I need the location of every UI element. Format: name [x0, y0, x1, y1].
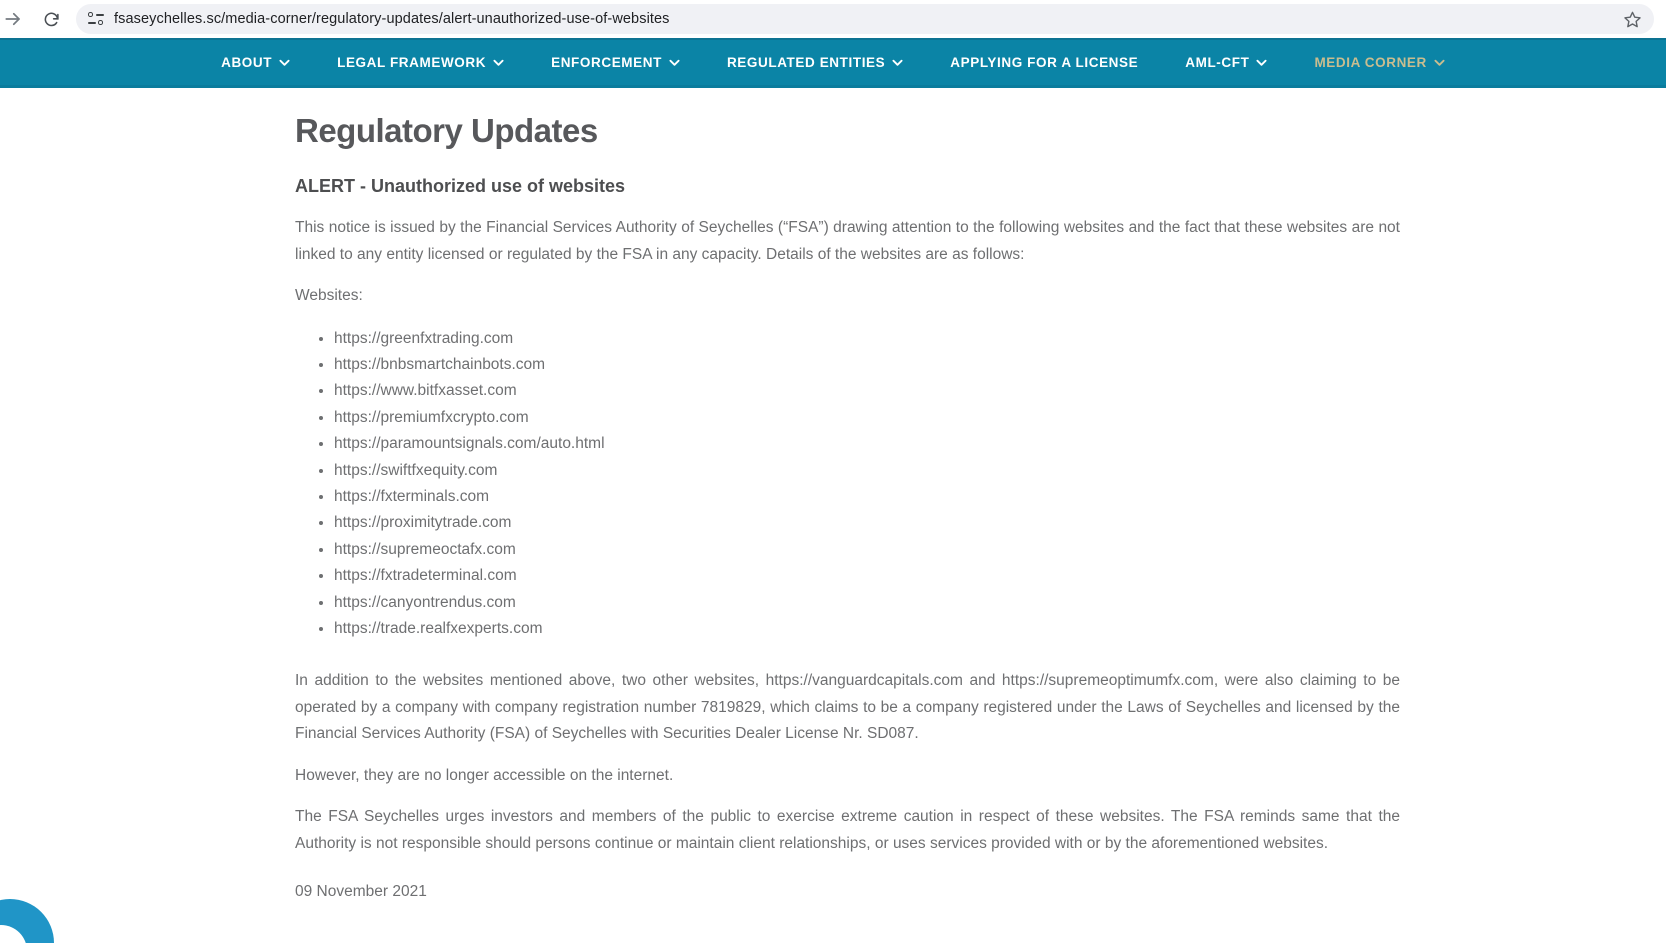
list-item: • https://paramountsignals.com/auto.html: [334, 431, 1400, 457]
websites-label: Websites:: [295, 287, 363, 304]
nav-item-label: AML-CFT: [1185, 55, 1250, 70]
page-content: [0, 88, 1666, 901]
nav-item-label: ABOUT: [221, 55, 273, 70]
nav-item-media-corner[interactable]: [1314, 55, 1444, 70]
nav-item-label: MEDIA CORNER: [1314, 55, 1427, 70]
list-item: • https://www.bitfxasset.com: [334, 378, 1400, 404]
url-text[interactable]: fsaseychelles.sc/media-corner/regulatory-updates/alert-unauthorized-use-of-websites: [114, 11, 670, 27]
nav-item-label: ENFORCEMENT: [551, 55, 662, 70]
chevron-down-icon: [493, 59, 504, 67]
list-item: • https://premiumfxcrypto.com: [334, 405, 1400, 431]
list-item: • https://supremeoctafx.com: [334, 537, 1400, 563]
site-settings-icon[interactable]: [88, 12, 104, 26]
nav-item-label: APPLYING FOR A LICENSE: [950, 55, 1139, 70]
nav-item-regulated-entities[interactable]: [727, 55, 903, 70]
chevron-down-icon: [669, 59, 680, 67]
nav-item-label: REGULATED ENTITIES: [726, 55, 886, 70]
addition-paragraph: In addition to the websites mentioned above, two other websites, https://vanguardcapitals.com and https://supremeoptimumfx.com, were also claiming to be operated by a company with company registration number 7819829, which claims to be a company registered under the Laws of Seychelles and licensed by the Financial Services Authority (FSA) of Seychelles with Securities Dealer License Nr. SD087.: [295, 672, 1400, 743]
list-item: • https://proximitytrade.com: [334, 510, 1400, 536]
list-item: • https://trade.realfxexperts.com: [334, 616, 1400, 642]
intro-paragraph: This notice is issued by the Financial Services Authority of Seychelles (“FSA”) drawing attention to the following websites and the fact that these websites are not linked to any entity licensed or regulated by the FSA in any capacity. Details of the websites are as follows:: [295, 219, 1400, 263]
websites-list: [295, 326, 1400, 643]
publication-date: 09 November 2021: [295, 883, 427, 901]
nav-item-enforcement[interactable]: [551, 55, 680, 70]
list-item: • https://canyontrendus.com: [334, 590, 1400, 616]
alert-title: ALERT - Unauthorized use of websites: [295, 176, 626, 196]
nav-item-label: LEGAL FRAMEWORK: [337, 55, 487, 70]
list-item: • https://fxterminals.com: [334, 484, 1400, 510]
forward-arrow-icon: [4, 10, 22, 28]
chevron-down-icon: [1256, 59, 1267, 67]
caution-paragraph: The FSA Seychelles urges investors and members of the public to exercise extreme caution in respect of these websites. The FSA reminds same that the Authority is not responsible should persons continue or maintain client relationships, or uses services provided with or by the aforementioned websites.: [295, 808, 1400, 852]
chevron-down-icon: [892, 59, 903, 67]
list-item: • https://swiftfxequity.com: [334, 458, 1400, 484]
nav-item-applying-for-a-license[interactable]: [950, 55, 1138, 70]
list-item: • https://fxtradeterminal.com: [334, 563, 1400, 589]
browser-toolbar: [0, 0, 1666, 38]
forward-button[interactable]: [2, 8, 24, 30]
url-bar[interactable]: [76, 4, 1654, 34]
nav-item-about[interactable]: [221, 55, 290, 70]
page-title: Regulatory Updates: [295, 112, 598, 149]
nav-menu: [221, 55, 1445, 70]
list-item: • https://bnbsmartchainbots.com: [334, 352, 1400, 378]
reload-icon: [43, 11, 60, 28]
accessibility-widget-button[interactable]: [0, 899, 54, 943]
nav-item-legal-framework[interactable]: [337, 55, 504, 70]
accessibility-widget-icon: [0, 925, 27, 943]
list-item: • https://greenfxtrading.com: [334, 326, 1400, 352]
bookmark-star-icon[interactable]: [1621, 8, 1643, 30]
reload-button[interactable]: [40, 8, 62, 30]
chevron-down-icon: [1434, 59, 1445, 67]
chevron-down-icon: [279, 59, 290, 67]
nav-item-aml-cft[interactable]: [1185, 55, 1267, 70]
main-navigation: [0, 38, 1666, 88]
accessible-paragraph: However, they are no longer accessible on the internet.: [295, 766, 674, 784]
